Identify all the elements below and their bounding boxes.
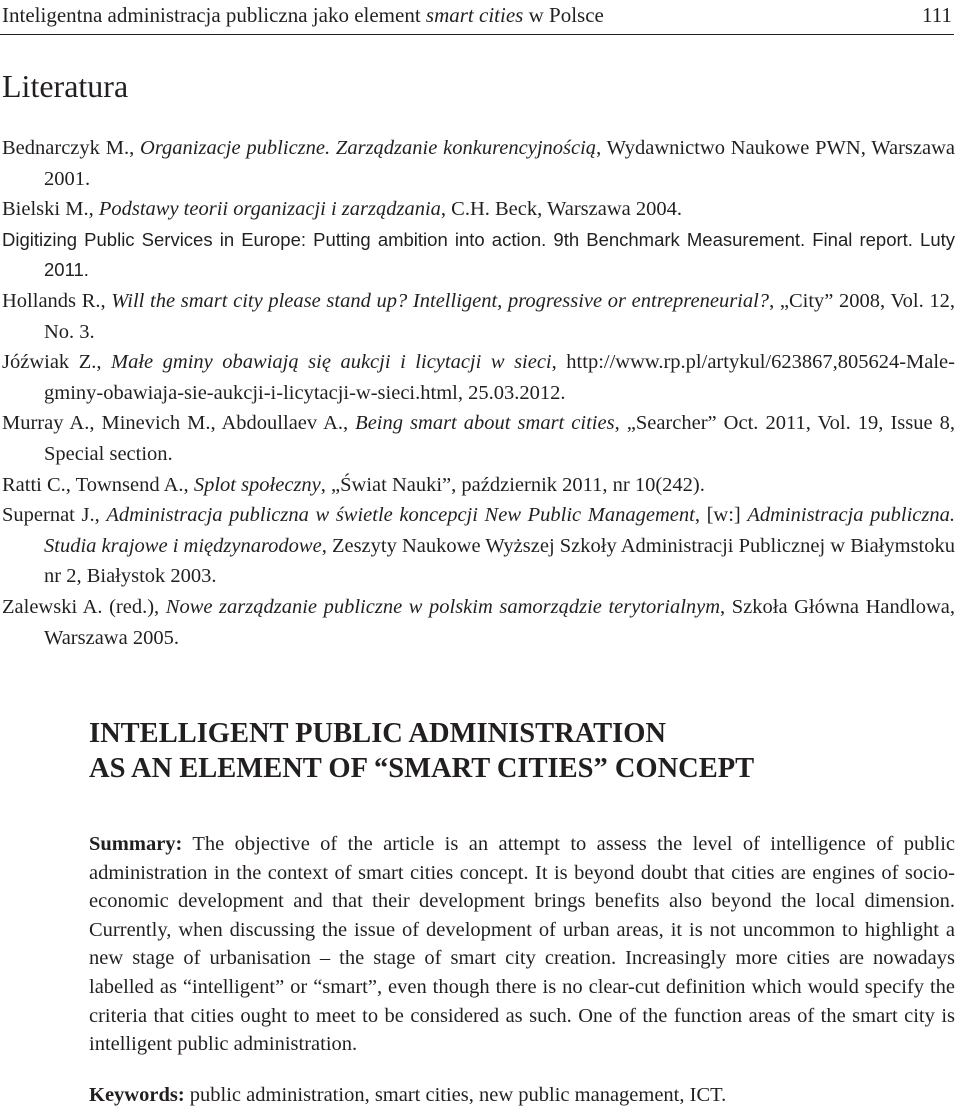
summary-text: The objective of the article is an attempt to assess the level of intelligence of public administration in the context of smart cities concept. It is beyond doubt that cities are engines of socio-economic development and that their development brings benefits also beyond the local dimension. Currently, when discussing the issue of development of urban areas, it is not uncommon to highlight a new stage of urbanisation – the stage of smart city creation. Increasingly more cities are nowadays labelled as “intelligent” or “smart”, even though there is no clear-cut definition which would specify the criteria that cities ought to meet to be considered as such. One of the function areas of the smart city is intelligent public administration. bbox=[89, 833, 955, 1056]
reference-details: , http://www.rp.pl/artykul/623867,805624-Male-gminy-obawiaja-sie-aukcji-i-licytacji-w-sieci.html, 25.03.2012. bbox=[44, 351, 955, 404]
page-number: 111 bbox=[922, 3, 952, 27]
running-head bbox=[0, 0, 954, 35]
bibliography-list bbox=[0, 133, 955, 653]
reference-author: Ratti C., Townsend A., bbox=[2, 473, 194, 496]
reference-author: Supernat J., bbox=[2, 504, 107, 527]
reference-details-secondary: , Zeszyty Naukowe Wyższej Szkoły Administracji Publicznej w Białymstoku nr 2, Białystok 2003. bbox=[44, 534, 955, 588]
reference-item bbox=[0, 470, 955, 501]
reference-details: Digitizing Public Services in Europe: Putting ambition into action. 9th Benchmark Measurement. Final report. Luty 2011. bbox=[2, 228, 955, 281]
reference-details: , „Searcher” Oct. 2011, Vol. 19, Issue 8, Special section. bbox=[44, 412, 956, 465]
abstract-title bbox=[89, 716, 955, 786]
keywords-label: Keywords: bbox=[89, 1083, 185, 1106]
keywords-paragraph bbox=[89, 1081, 955, 1110]
abstract-title-line-2: AS AN ELEMENT OF “SMART CITIES” CONCEPT bbox=[89, 753, 755, 784]
running-head-title-end: w Polsce bbox=[523, 3, 604, 27]
reference-details: , C.H. Beck, Warszawa 2004. bbox=[440, 198, 682, 221]
reference-item bbox=[0, 500, 955, 592]
reference-details: , Szkoła Główna Handlowa, Warszawa 2005. bbox=[44, 595, 955, 649]
reference-author: Jóźwiak Z., bbox=[2, 351, 112, 374]
reference-title: Will the smart city please stand up? Intelligent, progressive or entrepreneurial? bbox=[111, 289, 770, 312]
reference-author: Bednarczyk M., bbox=[2, 137, 141, 159]
reference-item bbox=[0, 347, 955, 408]
reference-author: Hollands R., bbox=[2, 289, 112, 312]
running-head-title-italic: smart cities bbox=[425, 3, 524, 27]
reference-item bbox=[0, 408, 955, 469]
keywords-text: public administration, smart cities, new public management, ICT. bbox=[184, 1083, 727, 1106]
reference-item bbox=[0, 286, 955, 347]
reference-title-secondary: Administracja publiczna. Studia krajowe i międzynarodowe bbox=[44, 504, 955, 557]
abstract-title-line-1: INTELLIGENT PUBLIC ADMINISTRATION bbox=[89, 718, 666, 749]
reference-item bbox=[0, 133, 955, 194]
reference-title: Nowe zarządzanie publiczne w polskim samorządzie terytorialnym bbox=[165, 595, 721, 618]
reference-title: Administracja publiczna w świetle koncepcji New Public Management bbox=[106, 504, 695, 527]
reference-title: Małe gminy obawiają się aukcji i licytacji w sieci bbox=[111, 351, 552, 374]
reference-title: Being smart about smart cities bbox=[355, 412, 615, 435]
reference-author: Bielski M., bbox=[2, 198, 99, 221]
reference-details: , „Świat Nauki”, październik 2011, nr 10(242). bbox=[320, 473, 705, 496]
reference-item bbox=[0, 194, 955, 225]
reference-title: Splot społeczny bbox=[193, 473, 321, 496]
section-heading-literatura: Literatura bbox=[2, 68, 129, 104]
reference-title: Organizacje publiczne. Zarządzanie konkurencyjnością bbox=[140, 137, 597, 159]
summary-label: Summary: bbox=[89, 833, 183, 855]
summary-paragraph bbox=[89, 830, 955, 1059]
reference-author: Zalewski A. (red.), bbox=[2, 595, 166, 618]
reference-item bbox=[0, 592, 955, 653]
reference-details: , Wydawnictwo Naukowe PWN, Warszawa 2001. bbox=[44, 137, 955, 190]
reference-title: Podstawy teorii organizacji i zarządzania bbox=[98, 198, 441, 221]
reference-author: Murray A., Minevich M., Abdoullaev A., bbox=[2, 412, 356, 435]
reference-details: , [w:] bbox=[694, 504, 748, 527]
reference-details: , „City” 2008, Vol. 12, No. 3. bbox=[44, 289, 955, 343]
running-head-title-start: Inteligentna administracja publiczna jako element bbox=[2, 3, 426, 27]
running-head-title bbox=[2, 0, 604, 30]
reference-item bbox=[0, 225, 955, 286]
english-abstract bbox=[89, 716, 955, 1109]
